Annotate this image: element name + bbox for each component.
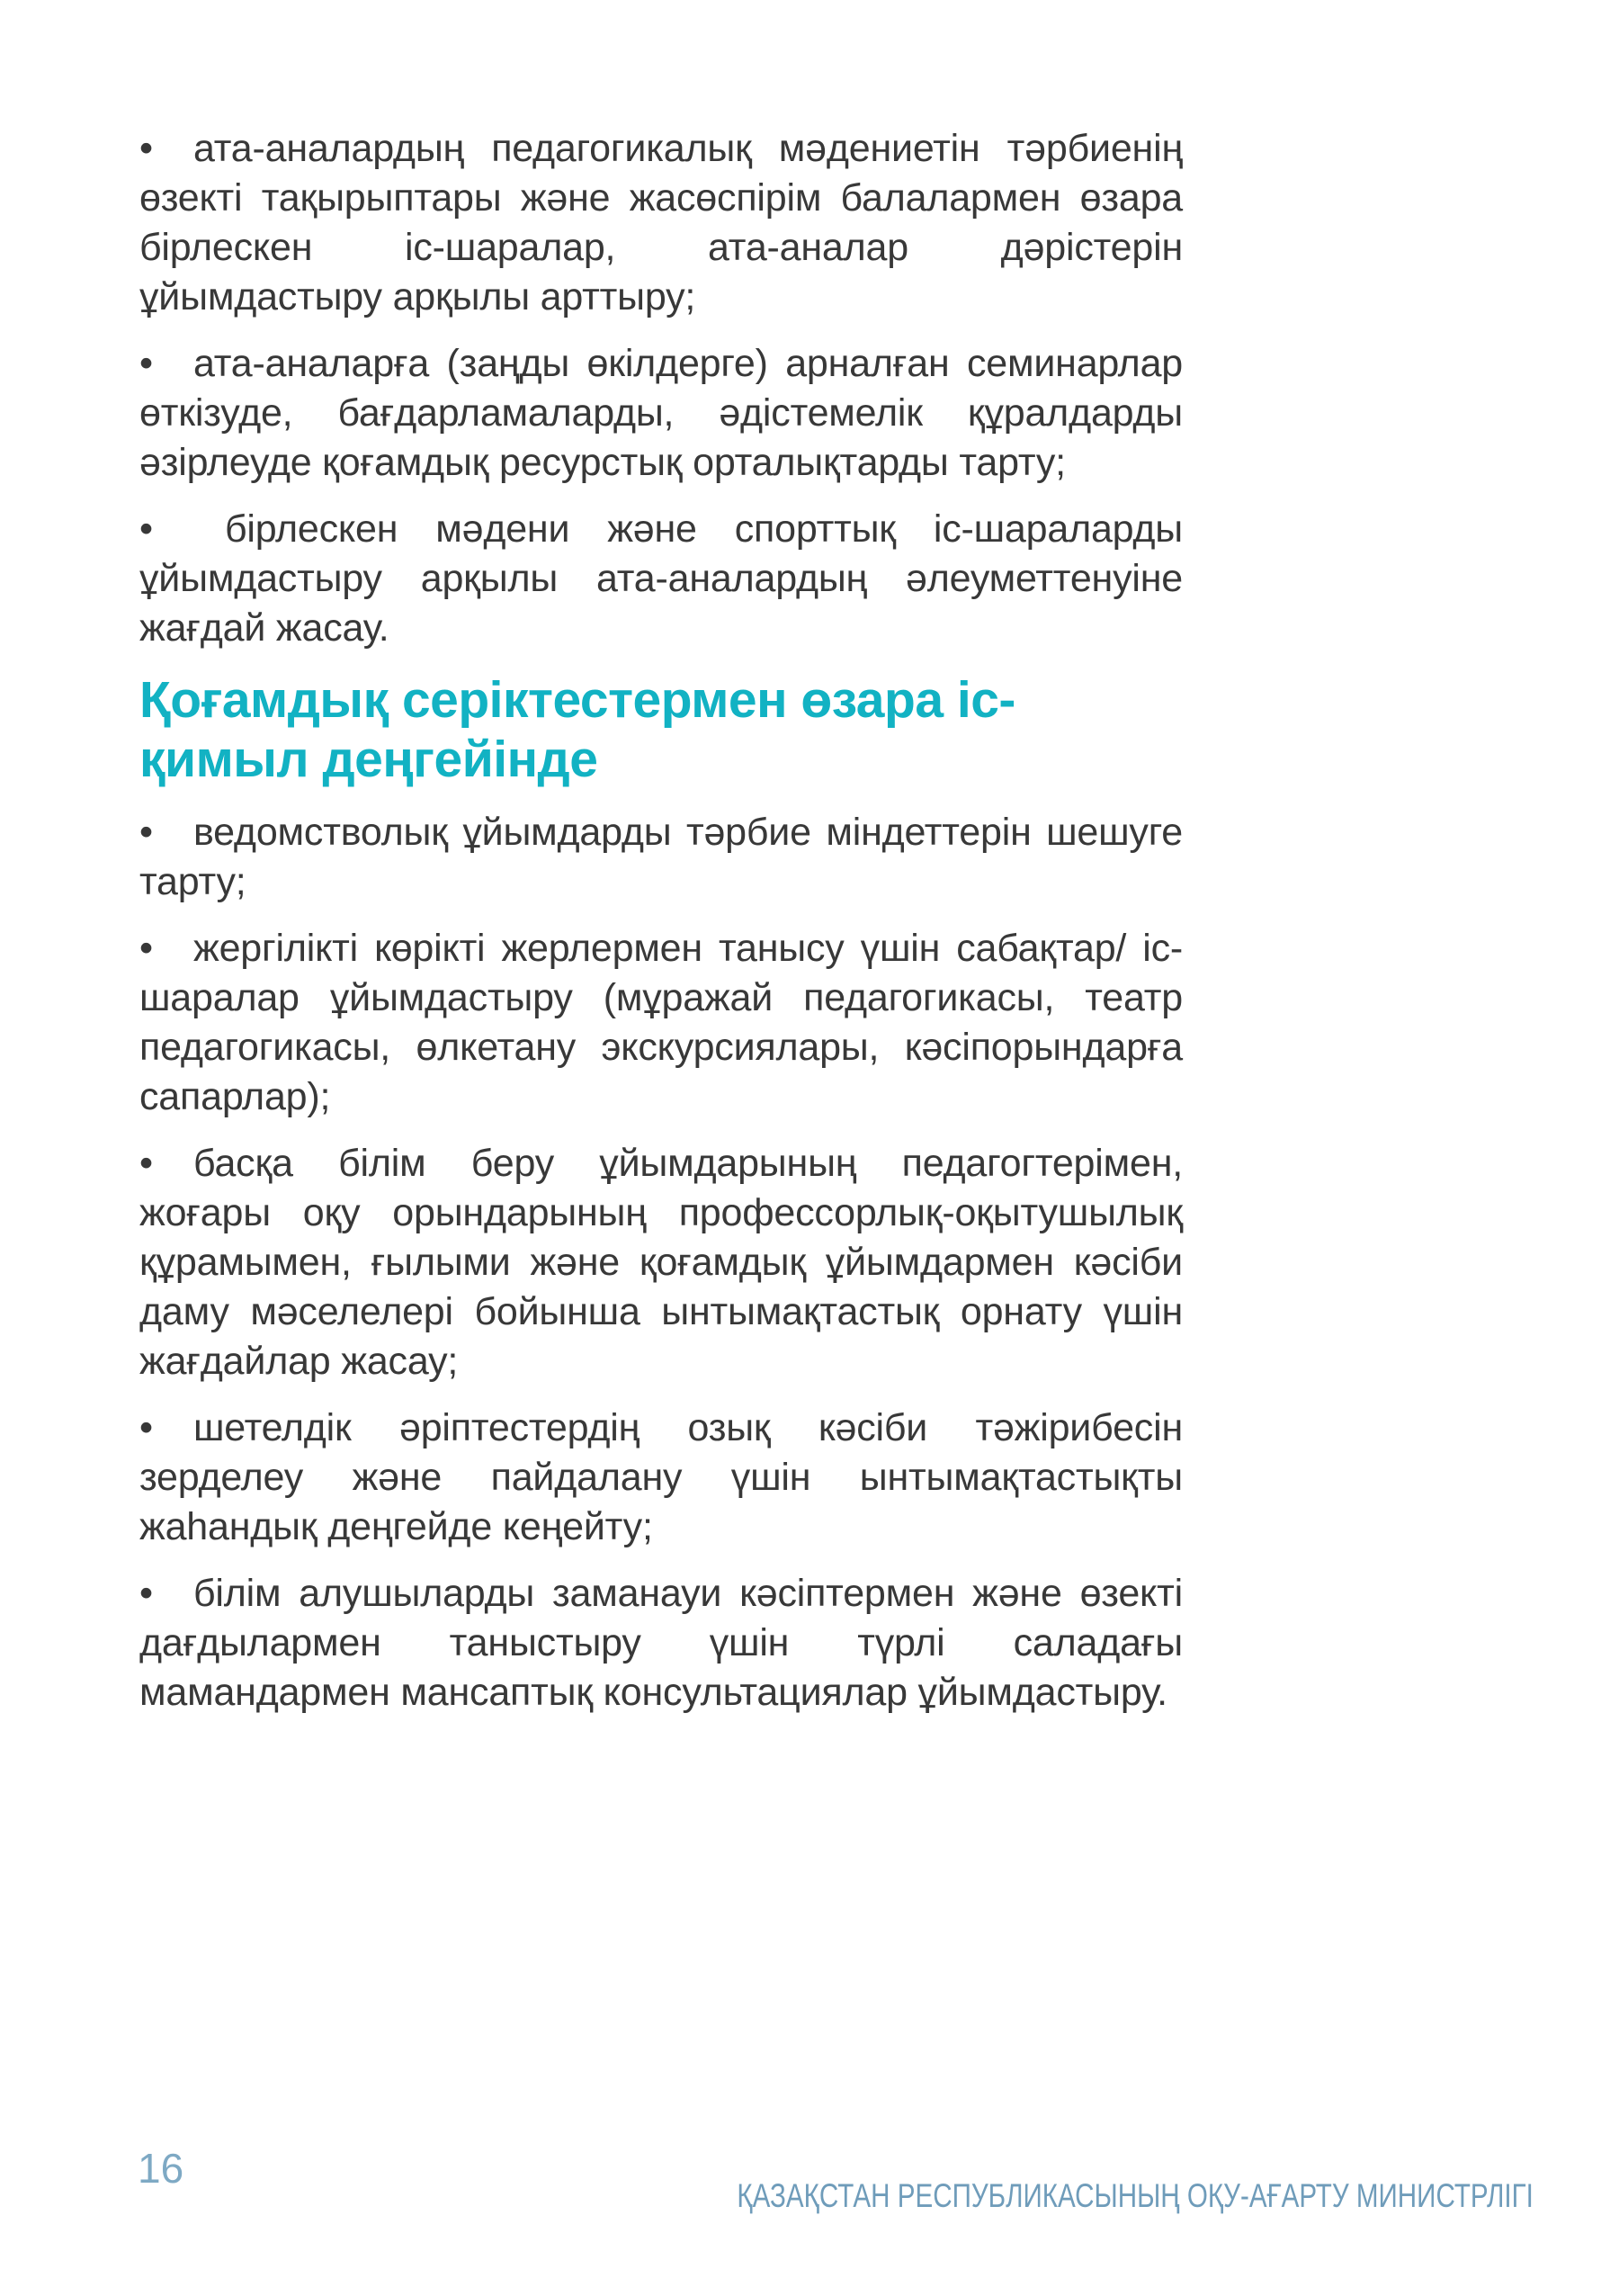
bullet-text: басқа білім беру ұйымдарының педагогтерімен, жоғары оқу орындарының профессорлық-оқытушылық құрамымен, ғылыми және қоғамдық ұйымдармен кәсіби даму мәселелері бойынша ынтымақтастық орнату үшін жағдайлар жасау; xyxy=(139,1142,1183,1383)
bullet-item xyxy=(139,808,1183,907)
page-number: 16 xyxy=(138,2145,184,2192)
bullet-marker: • xyxy=(139,1142,153,1185)
bullet-item xyxy=(139,1569,1183,1718)
bullet-text: шетелдік әріптестердің озық кәсіби тәжірибесін зерделеу және пайдалану үшін ынтымақтастықты жаһандық деңгейде кеңейту; xyxy=(139,1406,1183,1548)
bullet-text: ата-аналардың педагогикалық мәдениетін тәрбиенің өзекті тақырыптары және жасөспірім балалармен өзара бірлескен іс-шаралар, ата-аналар дәрістерін ұйымдастыру арқылы арттыру; xyxy=(139,127,1183,318)
bullet-text: ведомстволық ұйымдарды тәрбие міндеттерін шешуге тарту; xyxy=(139,811,1183,903)
bullet-marker: • xyxy=(139,507,153,551)
bullet-item xyxy=(139,124,1183,322)
bullet-marker: • xyxy=(139,127,153,170)
bullet-item xyxy=(139,1404,1183,1552)
bullet-marker: • xyxy=(139,1406,153,1449)
bullet-marker: • xyxy=(139,811,153,854)
bullet-marker: • xyxy=(139,927,153,970)
bullet-text: бірлескен мәдени және спорттық іс-шараларды ұйымдастыру арқылы ата-аналардың әлеуметтенуіне жағдай жасау. xyxy=(139,507,1183,650)
section-heading: Қоғамдық серіктестермен өзара іс-қимыл деңгейінде xyxy=(139,671,1015,788)
bullet-marker: • xyxy=(139,342,153,385)
bullet-text: білім алушыларды заманауи кәсіптермен және өзекті дағдылармен таныстыру үшін түрлі саладағы мамандармен мансаптық консультациялар ұйымдастыру. xyxy=(139,1572,1183,1714)
bullet-item xyxy=(139,339,1183,488)
bullet-item xyxy=(139,505,1183,653)
ministry-footer-label: ҚАЗАҚСТАН РЕСПУБЛИКАСЫНЫҢ ОҚУ-АҒАРТУ МИНИСТРЛІГІ xyxy=(737,2177,1534,2214)
bullet-text: ата-аналарға (заңды өкілдерге) арналған семинарлар өткізуде, бағдарламаларды, әдістемелік құралдарды әзірлеуде қоғамдық ресурстық орталықтарды тарту; xyxy=(139,342,1183,484)
bullet-item xyxy=(139,1139,1183,1386)
bullet-marker: • xyxy=(139,1572,153,1615)
page-content xyxy=(139,124,1183,1718)
bullet-text: жергілікті көрікті жерлермен танысу үшін сабақтар/ іс-шаралар ұйымдастыру (мұражай педагогикасы, театр педагогикасы, өлкетану экскурсиялары, кәсіпорындарға сапарлар); xyxy=(139,927,1183,1118)
bullet-item xyxy=(139,924,1183,1122)
